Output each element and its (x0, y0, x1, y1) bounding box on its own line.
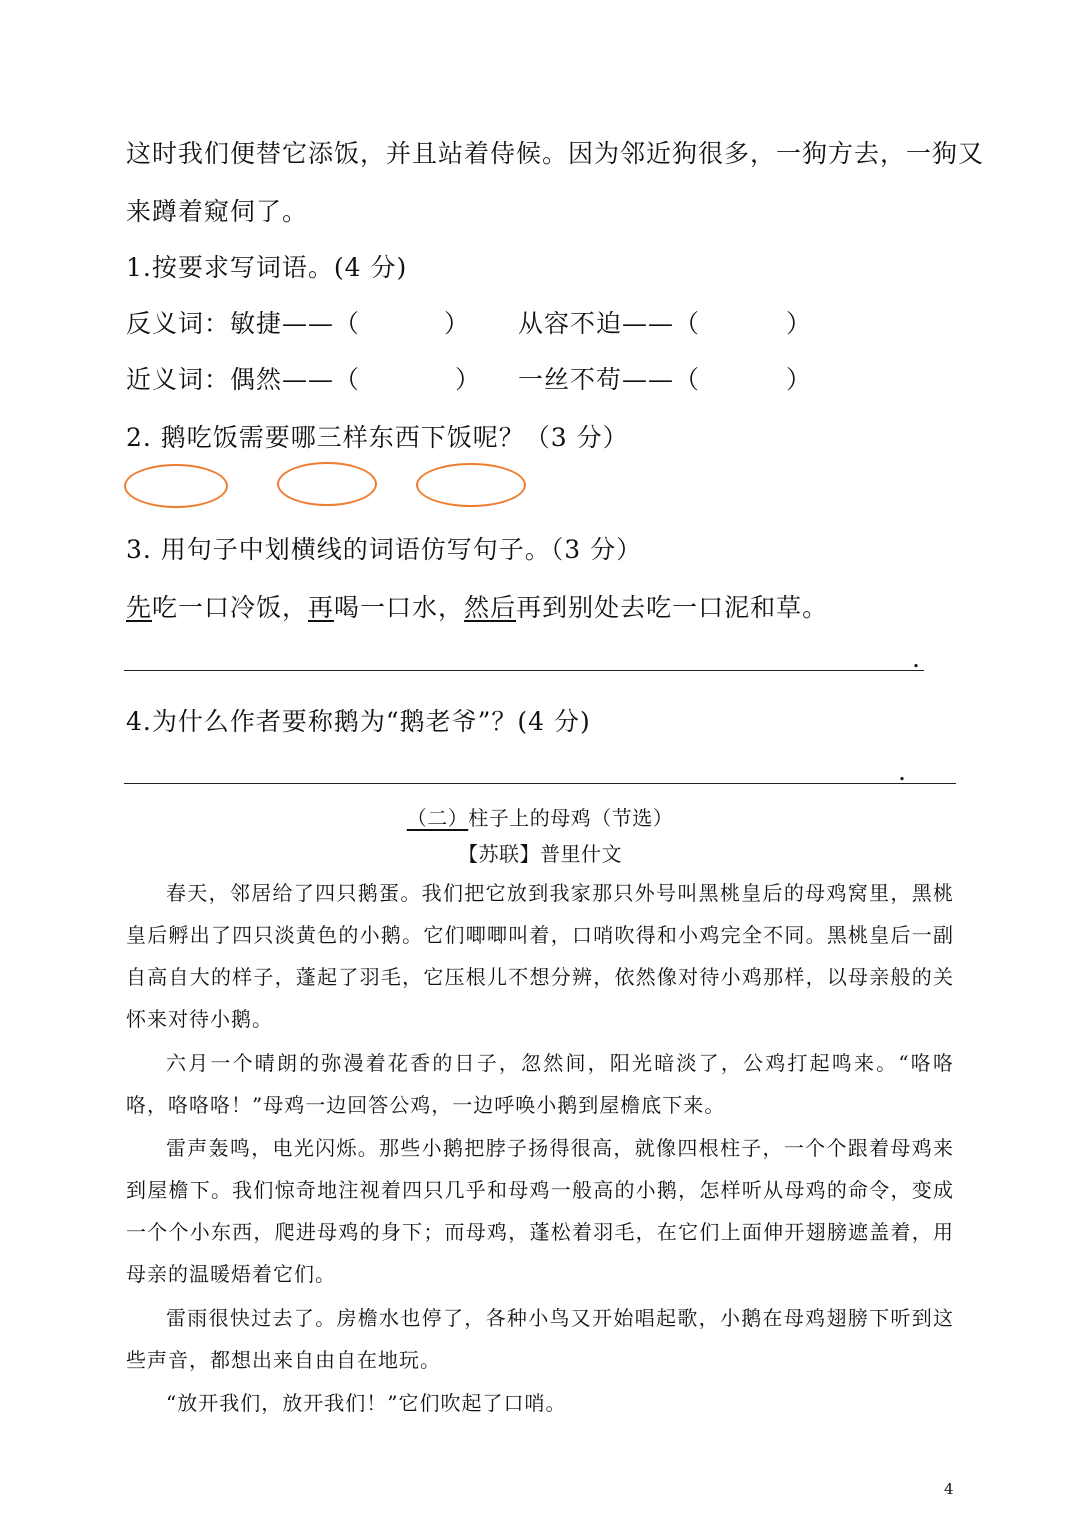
answer-line-q3[interactable] (124, 670, 924, 671)
synonym2-label: 一丝不苟——（ (518, 365, 701, 394)
model-sentence (126, 588, 828, 624)
paragraph: 春天，邻居给了四只鹅蛋。我们把它放到我家那只外号叫黑桃皇后的母鸡窝里，黑桃皇后孵出了四只淡黄色的小鹅。它们唧唧叫着，口哨吹得和小鸡完全不同。黑桃皇后一副自高自大的样子，蓬起了羽毛，它压根儿不想分辨，依然像对待小鸡那样，以母亲般的关怀来对待小鹅。 (126, 881, 954, 1031)
paragraph: 六月一个晴朗的弥漫着花香的日子，忽然间，阳光暗淡了，公鸡打起鸣来。“咯咯咯，咯咯咯！”母鸡一边回答公鸡，一边呼唤小鹅到屋檐底下来。 (126, 1051, 954, 1117)
question-1-prompt: 1.按要求写词语。(4 分) (126, 253, 408, 282)
paragraph: 雷雨很快过去了。房檐水也停了，各种小鸟又开始唱起歌，小鹅在母鸡翅膀下听到这些声音，都想出来自由自在地玩。 (126, 1306, 954, 1372)
synonym-close: ） (455, 365, 482, 394)
answer-end-mark: . (912, 644, 921, 673)
answer-line-q4[interactable] (124, 783, 956, 784)
answer-end-mark: . (898, 757, 907, 786)
antonym2-close: ） (786, 309, 813, 338)
question-3-prompt: 3. 用句子中划横线的词语仿写句子。（3 分） (126, 535, 643, 564)
sentence-part: 喝一口水， (334, 593, 465, 622)
synonym-label: 近义词：偶然——（ (126, 365, 361, 394)
passage-line: 来蹲着窥伺了。 (126, 197, 309, 226)
underlined-word: 先 (126, 593, 153, 622)
sentence-part: 再到别处去吃一口泥和草。 (516, 593, 829, 622)
answer-oval-2[interactable] (277, 462, 377, 506)
antonym-label: 反义词：敏捷——（ (126, 309, 361, 338)
answer-oval-1[interactable] (124, 464, 228, 508)
underlined-word: 然后 (464, 593, 517, 622)
question-2-prompt: 2. 鹅吃饭需要哪三样东西下饭呢？（3 分） (126, 423, 629, 452)
antonym2-label: 从容不迫——（ (518, 309, 701, 338)
title-main: 柱子上的母鸡（节选） (468, 806, 674, 830)
antonym-close: ） (444, 309, 471, 338)
synonym2-close: ） (786, 365, 813, 394)
underlined-word: 再 (308, 593, 335, 622)
paragraph: 雷声轰鸣，电光闪烁。那些小鹅把脖子扬得很高，就像四根柱子，一个个跟着母鸡来到屋檐下。我们惊奇地注视着四只几乎和母鸡一般高的小鹅，怎样听从母鸡的命令，变成一个个小东西，爬进母鸡的身下；而母鸡，蓬松着羽毛，在它们上面伸开翅膀遮盖着，用母亲的温暖焐着它们。 (126, 1136, 954, 1286)
passage-line: 这时我们便替它添饭，并且站着侍候。因为邻近狗很多，一狗方去，一狗又 (126, 139, 985, 168)
section-title (0, 802, 1080, 831)
paragraph: “放开我们，放开我们！”它们吹起了口哨。 (166, 1391, 567, 1415)
title-prefix: （二） (406, 806, 469, 830)
answer-oval-3[interactable] (416, 463, 526, 507)
sentence-part: 吃一口冷饭， (152, 593, 309, 622)
question-4-prompt: 4.为什么作者要称鹅为“鹅老爷”？(4 分) (126, 707, 591, 736)
page-number: 4 (944, 1480, 954, 1498)
author-line: 【苏联】普里什文 (458, 842, 622, 866)
